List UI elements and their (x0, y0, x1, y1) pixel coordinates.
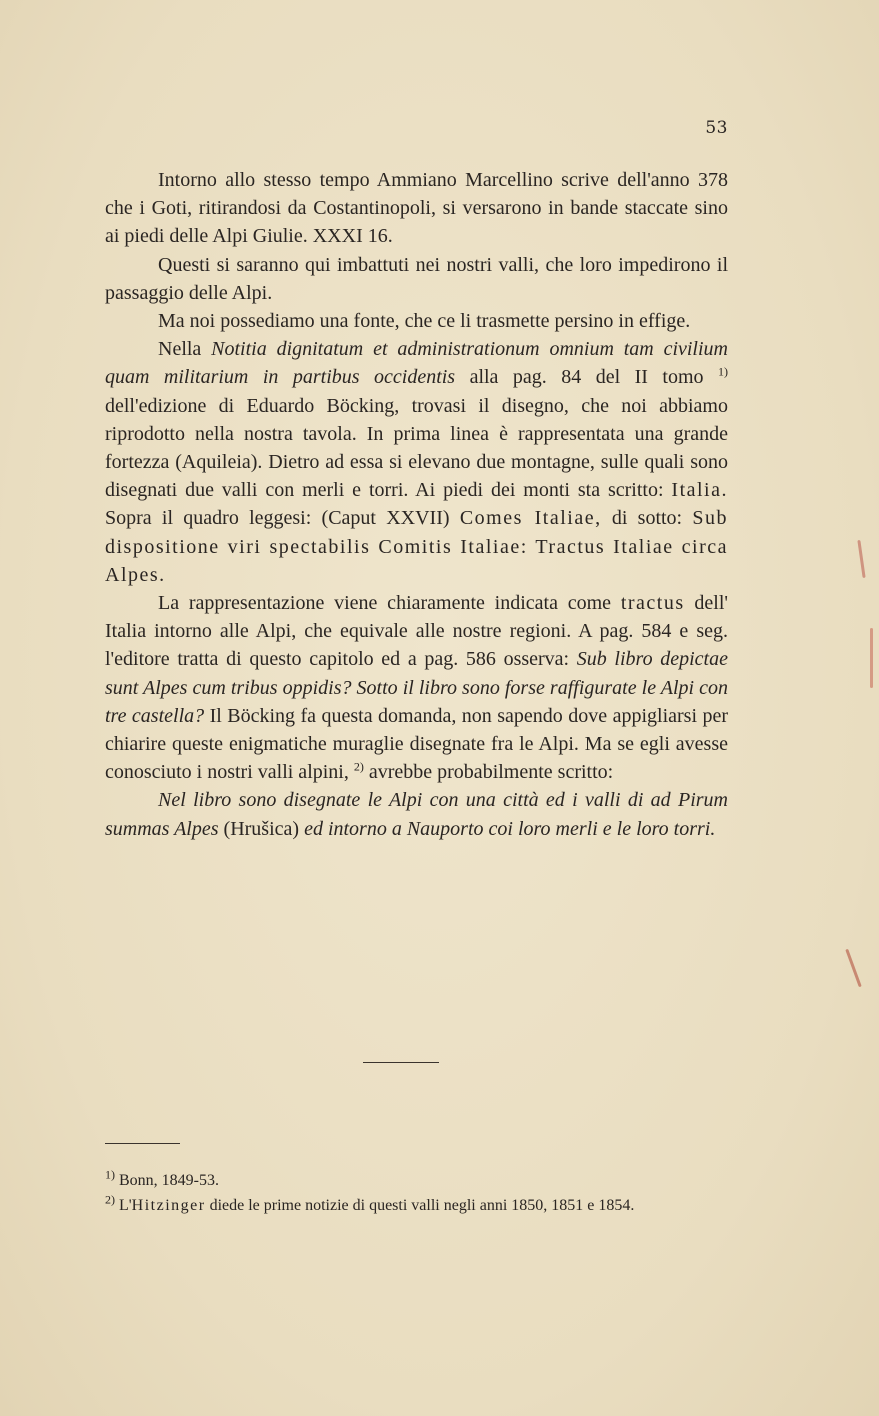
paragraph-5 (105, 589, 728, 786)
hitzinger-name: Hitzinger (131, 1197, 206, 1214)
quotation-italic: Sub libro depictae sunt Alpes cum tribus oppidis? Sotto il libro sono forse raffigurate le Alpi con tre castella? (105, 648, 728, 727)
paragraph-5-mid: dell' Italia intorno alle Alpi, che equivale alle nostre regioni. A pag. 584 e seg. l'editore tratta di questo capitolo ed a pag. 586 osserva: (105, 592, 729, 671)
paragraph-4-post: dell'edizione di Eduardo Böcking, trovasi il disegno, che noi abbiamo riprodotto nella nostra tavola. In prima linea è rappresentata una grande fortezza (Aquileia). Dietro ad essa si elevano due montagne, sulle quali sono disegnati due valli con merli e torri. Ai piedi dei monti sta scritto: (105, 394, 728, 502)
paragraph-4-post2: Sopra il quadro leggesi: (Caput XXVII) (105, 507, 460, 530)
paragraph-5-mid2: Il Böcking fa questa domanda, non sapendo dove appigliarsi per chiarire queste enigmatiche muraglie disegnate fra le Alpi. Ma se egli avesse conosciuto i nostri valli alpini, (105, 704, 728, 784)
paragraph-4-mid: alla pag. 84 del II tomo (455, 366, 718, 389)
footnote-1-text: Bonn, 1849-53. (115, 1172, 219, 1189)
paragraph-3: Ma noi possediamo una fonte, che ce li trasmette persino in effige. (158, 310, 691, 333)
paragraph-6-italic-1: Nel libro sono disegnate le Alpi con una città ed i valli di ad Pirum summas Alpes (105, 789, 728, 840)
notitia-title: Notitia dignitatum et administrationum omnium tam civilium quam militarium in partibus occidentis (105, 338, 728, 389)
paragraph-6 (105, 786, 728, 842)
body-text (105, 166, 728, 843)
tractus-word: tractus (620, 592, 685, 615)
footnote-2-mark: 2) (105, 1192, 115, 1207)
paragraph-6-italic-2: ed intorno a Nauporto coi loro merli e le loro torri. (304, 817, 716, 840)
paragraph-4-post3: di sotto: (601, 507, 693, 530)
paragraph-2: Questi si saranno qui imbattuti nei nostri valli, che loro impedirono il passaggio delle Alpi. (105, 253, 728, 304)
paragraph-5-post: avrebbe probabilmente scritto: (363, 761, 614, 784)
footnotes (105, 1168, 728, 1218)
paragraph-4-pre: Nella (158, 338, 212, 361)
footnote-ref-1: 1) (718, 364, 728, 379)
paragraph-6-mid: (Hrušica) (218, 817, 305, 840)
footnote-1-mark: 1) (105, 1167, 115, 1182)
footnote-2 (105, 1193, 728, 1218)
footnote-2-pre: L' (115, 1197, 132, 1214)
footnote-1 (105, 1168, 728, 1193)
footnote-separator (105, 1143, 180, 1144)
margin-mark (857, 540, 865, 578)
paragraph-1: Intorno allo stesso tempo Ammiano Marcellino scrive dell'anno 378 che i Goti, ritirandosi da Costantinopoli, si versarono in bande staccate sino ai piedi delle Alpi Giulie. XXXI 16. (105, 169, 728, 248)
margin-mark (870, 628, 873, 688)
sub-dispositione-label: Sub dispositione viri spectabilis Comitis Italiae: Tractus Italiae circa Alpes. (105, 507, 728, 586)
footnote-2-text: diede le prime notizie di questi valli negli anni 1850, 1851 e 1854. (205, 1197, 635, 1214)
italia-label: Italia. (671, 479, 728, 502)
footnote-ref-2: 2) (353, 759, 364, 774)
page-number: 53 (705, 118, 728, 138)
paragraph-5-pre: La rappresentazione viene chiaramente indicata come (158, 592, 621, 615)
comes-italiae-label: Comes Italiae, (459, 507, 602, 530)
section-end-rule (363, 1062, 439, 1063)
margin-mark (845, 949, 861, 988)
paragraph-4 (105, 335, 728, 589)
